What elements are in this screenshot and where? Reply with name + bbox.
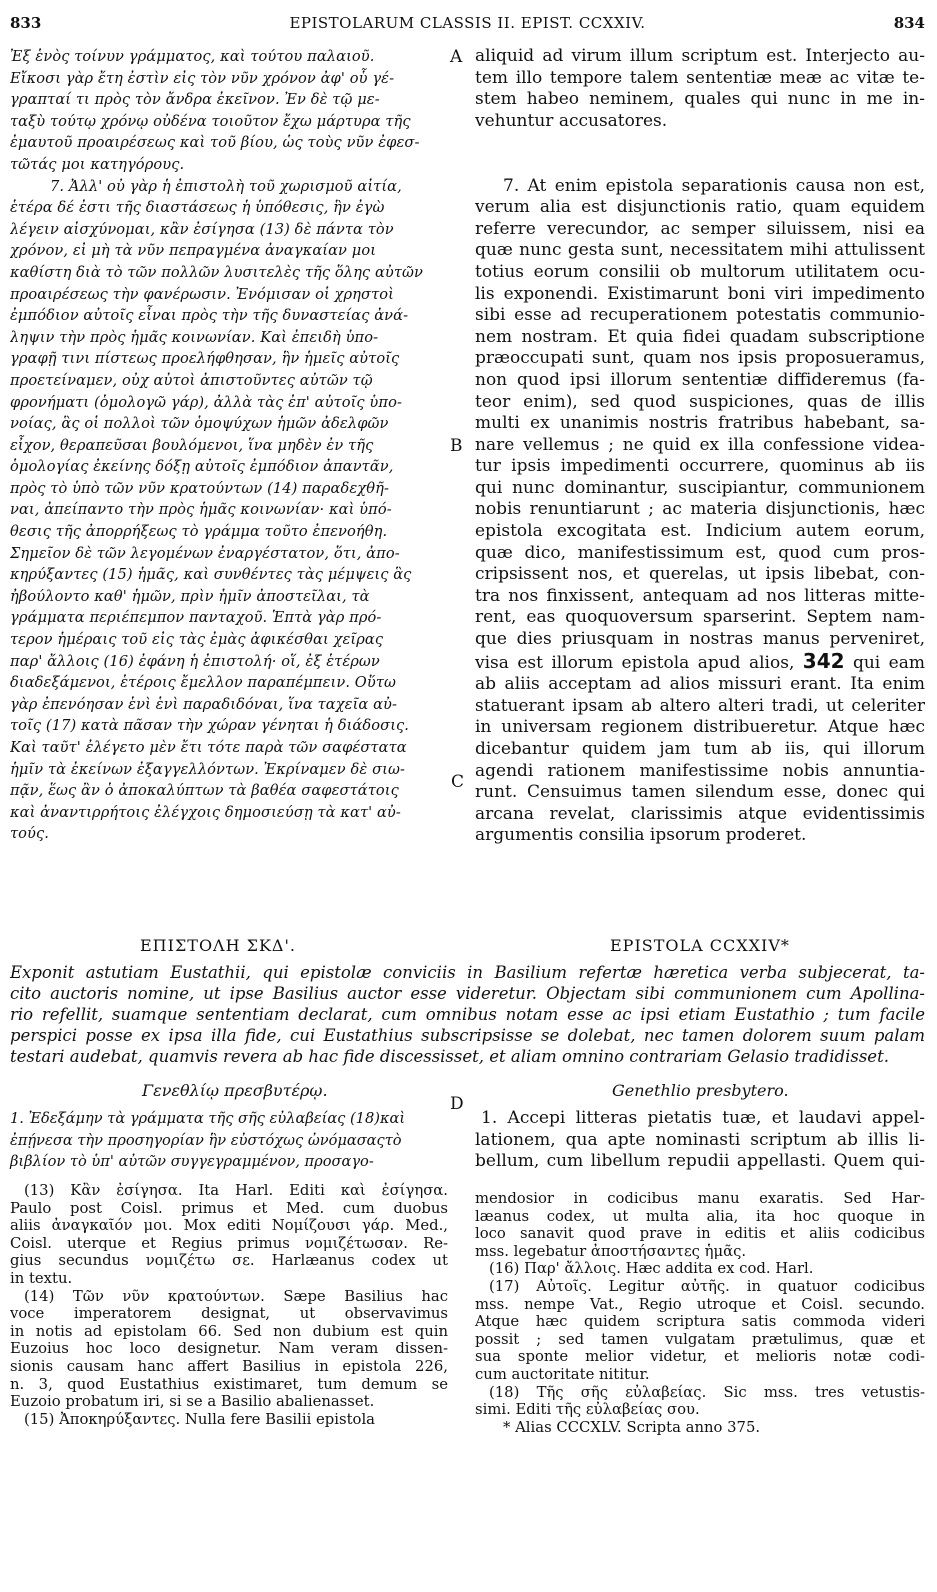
greek-text-line: τῶτάς μοι κατηγόρους. [10, 155, 185, 173]
greek-text-line: ἐμπόδιον αὐτοῖς εἶναι πρὸς τὴν τῆς δυναστείας ἀνά- [10, 307, 409, 325]
running-title: EPISTOLARUM CLASSIS II. EPIST. CCXXIV. [289, 14, 646, 32]
latin-addressee: Genethlio presbytero. [612, 1081, 789, 1100]
latin-text-line: teor enim), sed quod suspiciones, quas de illis [475, 391, 925, 412]
greek-text-line: τὸ βιβλίον τὸ ὑπ' αὐτῶν συγγεγραμμένον, προσαγο- [10, 1131, 402, 1171]
latin-text-line: cripsissent nos, et querelas, ut ipsis libebat, con- [475, 564, 925, 585]
footnote-line: læanus codex, ut multa alia, ita hoc quoque in [475, 1207, 925, 1225]
latin-text-line: in universam regionem distribueretur. Atque hæc [475, 717, 925, 738]
greek-text-line: γραφῇ τινι πίστεως προελήφθησαν, ἣν ἡμεῖς αὐτοῖς [10, 350, 400, 368]
footnotes-left [10, 1182, 448, 1428]
latin-text-line: totius eorum consilii ob multorum utilitatem ocu- [475, 261, 925, 282]
summary-line: perspici posse ex ipsa illa fide, cui Eustathius subscripsisse se dolebat, nec tamen dolorem suum palam [10, 1026, 925, 1045]
margin-marker-d: D [450, 1094, 464, 1114]
footnote-line: (16) Παρ' ἄλλοις. Hæc addita ex cod. Harl. [489, 1260, 814, 1278]
latin-text-line: nobis renuntiarunt ; ac materia disjunctionis, hæc [475, 499, 925, 520]
greek-text-line: χρόνον, εἰ μὴ τὰ νῦν πεπραγμένα ἀναγκαίαν μοι [10, 242, 377, 260]
footnote-line: in textu. [10, 1269, 73, 1287]
latin-text-line: tem illo tempore talem sententiæ meæ ac vitæ te- [475, 67, 925, 88]
latin-text-line: rent, eas quoquoversum sparserint. Septem nam- [475, 607, 925, 628]
greek-column-top [10, 46, 448, 845]
latin-text-line: dicebantur quidem jam tum ab iis, qui illorum [475, 739, 925, 759]
summary-line: rio refellit, suamque sententiam declarat, cum omnibus notam esse ac ipsi etiam Eustathio ; tum facile [10, 1005, 925, 1024]
latin-text-line: argumentis consilia ipsorum proderet. [475, 825, 807, 846]
footnote-line: Coisl. uterque et Regius primus νομιζέτωσαν. Re- [10, 1234, 448, 1252]
latin-text-line: nem nostram. Et quia fidei quadam subscriptione [475, 326, 925, 347]
greek-text-line: γὰρ ἐπενόησαν ἑνὶ ἑνὶ παραδιδόναι, ἵνα ταχεῖα αὐ- [10, 695, 398, 713]
footnote-line: loco sanavit quod prave in editis et aliis codicibus [475, 1225, 925, 1243]
greek-epistle-title: ΕΠΙΣΤΟΛΗ ΣΚΔ'. [140, 936, 296, 955]
greek-text-line: ληψιν τὴν πρὸς ἡμᾶς κοινωνίαν. Καὶ ἐπειδὴ ὑπο- [10, 328, 379, 346]
greek-text-line: πᾷν, ἕως ἂν ὁ ἀποκαλύπτων τὰ βαθέα σαφεστάτοις [10, 782, 399, 800]
latin-line-text: visa est illorum epistola apud alios, [475, 652, 803, 673]
footnote-line: mendosior in codicibus manu exaratis. Sed Har- [475, 1190, 925, 1207]
margin-marker-a: A [450, 47, 463, 67]
greek-text-line: ὁμολογίας ἐκείνης δόξῃ αὐτοῖς ἐμπόδιον ἀπαντᾶν, [10, 458, 394, 476]
greek-text-line: γραπταί τι πρὸς τὸν ἄνδρα ἐκεῖνον. Ἐν δὲ τῷ με- [10, 91, 380, 109]
latin-text-line: tra nos finxissent, antequam ad nos litteras mitte- [475, 585, 925, 606]
latin-text-line: vehuntur accusatores. [475, 110, 668, 131]
latin-column-top [475, 46, 925, 847]
summary-line: Exponit astutiam Eustathii, qui epistolæ conviciis in Basilium refertæ hæretica verba subjecerat, ta- [10, 963, 925, 982]
latin-text-line: multi ex unanimis nostris fratribus habebant, sa- [475, 413, 925, 434]
greek-text-line: τερον ἡμέραις τοῦ εἰς τὰς ἐμὰς ἀφικέσθαι χεῖρας [10, 631, 384, 649]
footnote-line: mss. legebatur ἀποστήσαντες ἡμᾶς. [475, 1242, 747, 1260]
latin-line-text: qui eam [844, 652, 925, 673]
greek-text-line: καὶ ἐπῄνεσα τὴν προσηγορίαν ἣν εὐστόχως ὠνόμασας [10, 1110, 406, 1149]
latin-text-line: qui nunc dominantur, suscipiantur, communionem [475, 477, 925, 498]
summary-line: cito auctoris nomine, ut ipse Basilius auctor esse videretur. Objectam sibi communionem cum Apollina- [10, 984, 925, 1003]
latin-text-line: sibi esse ad recuperationem potestatis communio- [475, 305, 925, 326]
latin-text-line: ab aliis acceptam ad alios missuri erant. Ita enim [475, 674, 925, 695]
footnote-line: Euzoius hoc loco designetur. Nam veram dissen- [10, 1340, 448, 1358]
latin-text-line: epistola excogitata est. Indicium autem eorum, [475, 521, 925, 542]
summary-line: testari audebat, quamvis revera ab hac fide discessisset, et aliam omnino contrariam Gelasio tradidisset. [10, 1047, 889, 1066]
greek-text-line: παρ' ἄλλοις (16) ἐφάνη ἡ ἐπιστολή· οἵ, ἐξ ἑτέρων [10, 652, 380, 670]
page-number-right: 834 [893, 14, 925, 32]
greek-text-line: ἐμαυτοῦ προαιρέσεως καὶ τοῦ βίου, ὡς τοὺς νῦν ἐφεσ- [10, 134, 420, 152]
latin-text-line: que dies priusquam in nostras manus perveniret, [475, 629, 925, 650]
greek-text-line: προετείναμεν, οὐχ αὐτοὶ ἀπιστοῦντες αὐτῶν τῷ [10, 371, 373, 389]
latin-text-line: stem habeo neminem, quales qui nunc in me in- [475, 89, 925, 110]
greek-text-line: προαιρέσεως τὴν φανέρωσιν. Ἐνόμισαν οἱ χρηστοὶ [10, 285, 394, 303]
footnote-line: gius secundus νομιζέτω σε. Harlæanus codex ut [10, 1252, 448, 1270]
margin-marker-c: C [451, 772, 465, 792]
latin-text-line: 1. Accepi litteras pietatis tuæ, et laudavi appel- [481, 1108, 925, 1128]
edition-page-number: 342 [802, 650, 845, 673]
footnote-line: aliis ἀναγκαῖόν μοι. Mox editi Νομίζουσι γάρ. Med., [10, 1217, 448, 1235]
latin-text-line: arcana revelat, clarissimis atque evidentissimis [475, 803, 925, 824]
greek-text-line: καθίστη διὰ τὸ τῶν πολλῶν λυσιτελὲς τῆς ὅλης αὐτῶν [10, 263, 424, 281]
greek-text-line: τοῖς (17) κατὰ πᾶσαν τὴν χώραν γένηται ἡ διάδοσις. [10, 717, 410, 735]
greek-text-line: εἶχον, θεραπεῦσαι βουλόμενοι, ἵνα μηδὲν ἐν τῆς [10, 436, 374, 454]
latin-text-line: tur ipsis impedimenti occurrere, quominus ab iis [475, 456, 925, 477]
greek-text-line: Καὶ ταῦτ' ἐλέγετο μὲν ἔτι τότε παρὰ τῶν σαφέστατα [10, 739, 407, 756]
footnote-line: possit ; sed tamen vulgatam prætulimus, quæ et [475, 1330, 925, 1348]
footnotes-right [475, 1190, 925, 1436]
latin-text-line: præoccupati sunt, quam nos ipsis proposueramus, [475, 348, 925, 369]
footnote-line: * Alias CCCXLV. Scripta anno 375. [503, 1418, 761, 1436]
latin-text-line: quæ nunc gesta sunt, necessitatem mihi attulissent [475, 240, 925, 261]
greek-text-line: λέγειν αἰσχύνομαι, κἂν ἐσίγησα (13) δὲ πάντα τὸν [10, 220, 394, 238]
latin-text-line: referre verecundor, ac semper siluissem, nisi ea [475, 218, 925, 239]
greek-text-line: ἠβούλοντο καθ' ἡμῶν, πρὶν ἡμῖν ἀποστεῖλαι, τὰ [10, 587, 370, 605]
margin-marker-b: B [450, 436, 463, 456]
greek-text-line: φρονήματι (ὁμολογῶ γάρ), ἀλλὰ τὰς ἐπ' αὐτοῖς ὑπο- [10, 393, 403, 411]
footnote-line: sionis causam hanc affert Basilius in epistola 226, [10, 1357, 448, 1375]
greek-text-line: Σημεῖον δὲ τῶν λεγομένων ἐναργέστατον, ὅτι, ἀπο- [10, 544, 400, 562]
latin-text-line: lis exponendi. Existimarunt boni viri impedimento [475, 283, 925, 304]
paragraph-gap [475, 154, 925, 176]
footnote-line: Euzoio probatum iri, si se a Basilio abalienasset. [10, 1393, 375, 1411]
greek-text-line: ταξὺ τούτῳ χρόνῳ οὐδένα τοιοῦτον ἔχω μάρτυρα τῆς [10, 112, 411, 130]
page-number-left: 833 [10, 14, 42, 32]
footnote-line: voce imperatorem designat, ut observavimus [10, 1305, 448, 1323]
paragraph-gap [475, 132, 925, 154]
footnote-line: (18) Τῆς σῆς εὐλαβείας. Sic mss. tres vetustis- [489, 1383, 925, 1401]
latin-text-line: nare vellemus ; ne quid ex illa confessione videa- [475, 434, 925, 455]
latin-text-line: verum alia est disjunctionis ratio, quam equidem [475, 197, 925, 218]
footnote-line: (17) Αὐτοῖς. Legitur αὐτῆς. in quatuor codicibus [489, 1277, 925, 1295]
greek-text-line: θεσις τῆς ἀπορρήξεως τὸ γράμμα τοῦτο ἐπενοήθη. [10, 523, 388, 541]
greek-text-line: διαδεξάμενοι, ἑτέροις ἔμελλον παραπέμπειν. Οὕτω [10, 674, 397, 692]
greek-text-line: ναι, ἀπείπαντο τὴν πρὸς ἡμᾶς κοινωνίαν· καὶ ὑπό- [10, 501, 392, 519]
latin-text-line: agendi rationem manifestissime nobis annuntia- [475, 760, 925, 781]
footnote-line: n. 3, quod Eustathius existimaret, tum demum se [10, 1375, 448, 1393]
greek-text-line: 7. Ἀλλ' οὐ γὰρ ἡ ἐπιστολὴ τοῦ χωρισμοῦ αἰτία, [50, 177, 402, 195]
latin-text-line [475, 651, 925, 675]
footnote-line: Paulo post Coisl. primus et Med. cum duobus [10, 1199, 448, 1217]
latin-text-line: quæ dico, manifestissimum est, quod cum pros- [475, 542, 925, 563]
greek-text-line: πρὸς τὸ ὑπὸ τῶν νῦν κρατούντων (14) παραδεχθῆ- [10, 479, 389, 497]
greek-text-line: ἡμῖν τὰ ἐκείνων ἐξαγγελλόντων. Ἐκρίναμεν δὲ σιω- [10, 760, 405, 778]
latin-text-line: runt. Censuimus tamen silendum esse, donec qui [475, 782, 925, 803]
footnote-line: (13) Κἂν ἐσίγησα. Ita Harl. Editi καὶ ἐσίγησα. [24, 1182, 448, 1199]
latin-text-line: bellum, cum libellum repudii appellasti. Quem qui- [475, 1151, 925, 1172]
latin-column-bottom [475, 1108, 925, 1173]
latin-text-line: 7. At enim epistola separationis causa non est, [503, 175, 925, 196]
greek-text-line: Ἐξ ἑνὸς τοίνυν γράμματος, καὶ τούτου παλαιοῦ. [10, 48, 375, 65]
greek-text-line: τούς. [10, 825, 50, 843]
greek-text-line: γράμματα περιέπεμπον πανταχοῦ. Ἑπτὰ γὰρ πρό- [10, 609, 382, 627]
latin-epistle-title: EPISTOLA CCXXIV* [610, 936, 790, 955]
greek-text-line: Εἴκοσι γὰρ ἔτη ἐστὶν εἰς τὸν νῦν χρόνον ἀφ' οὗ γέ- [10, 69, 395, 87]
footnote-line: simi. Editi τῆς εὐλαβείας σου. [475, 1401, 700, 1419]
greek-text-line: ἑτέρα δέ ἐστι τῆς διαστάσεως ἡ ὑπόθεσις, ἣν ἐγὼ [10, 199, 385, 217]
page-header [10, 14, 925, 42]
footnote-line: mss. nempe Vat., Regio utroque et Coisl. secundo. [475, 1295, 925, 1313]
footnote-line: in notis ad epistolam 66. Sed non dubium est quin [10, 1322, 448, 1340]
footnote-line: cum auctoritate nititur. [475, 1365, 650, 1383]
footnote-line: sua sponte melior videtur, et melioris notæ codi- [475, 1348, 925, 1366]
latin-text-line: non quod ipsi illorum sententiæ diffideremus (fa- [475, 369, 925, 390]
greek-text-line: νοίας, ἃς οἱ πολλοὶ τῶν ὁμοψύχων ἡμῶν ἀδελφῶν [10, 415, 389, 433]
greek-text-line: καὶ ἀναντιρρήτοις ἐλέγχοις δημοσιεύσῃ τὰ κατ' αὐ- [10, 803, 401, 821]
footnote-line: (15) Ἀποκηρύξαντες. Nulla fere Basilii epistola [24, 1410, 376, 1428]
latin-text-line: aliquid ad virum illum scriptum est. Interjecto au- [475, 46, 925, 66]
latin-text-line: lationem, qua apte nominasti scriptum ab illis li- [475, 1129, 925, 1150]
latin-text-line: statuerant ipsam ab altero alteri tradi, ut celeriter [475, 695, 925, 716]
greek-text-line: κηρύξαντες (15) ἡμᾶς, καὶ συνθέντες τὰς μέμψεις ἃς [10, 566, 412, 584]
epistle-summary [10, 962, 925, 1067]
greek-addressee: Γενεθλίῳ πρεσβυτέρῳ. [142, 1081, 328, 1100]
footnote-line: Atque hæc quidem scriptura satis commoda videri [475, 1313, 925, 1331]
greek-text-line: 1. Ἐδεξάμην τὰ γράμματα τῆς σῆς εὐλαβείας (18) [10, 1110, 380, 1127]
greek-column-bottom [10, 1108, 448, 1173]
footnote-line: (14) Τῶν νῦν κρατούντων. Sæpe Basilius hac [24, 1287, 448, 1305]
